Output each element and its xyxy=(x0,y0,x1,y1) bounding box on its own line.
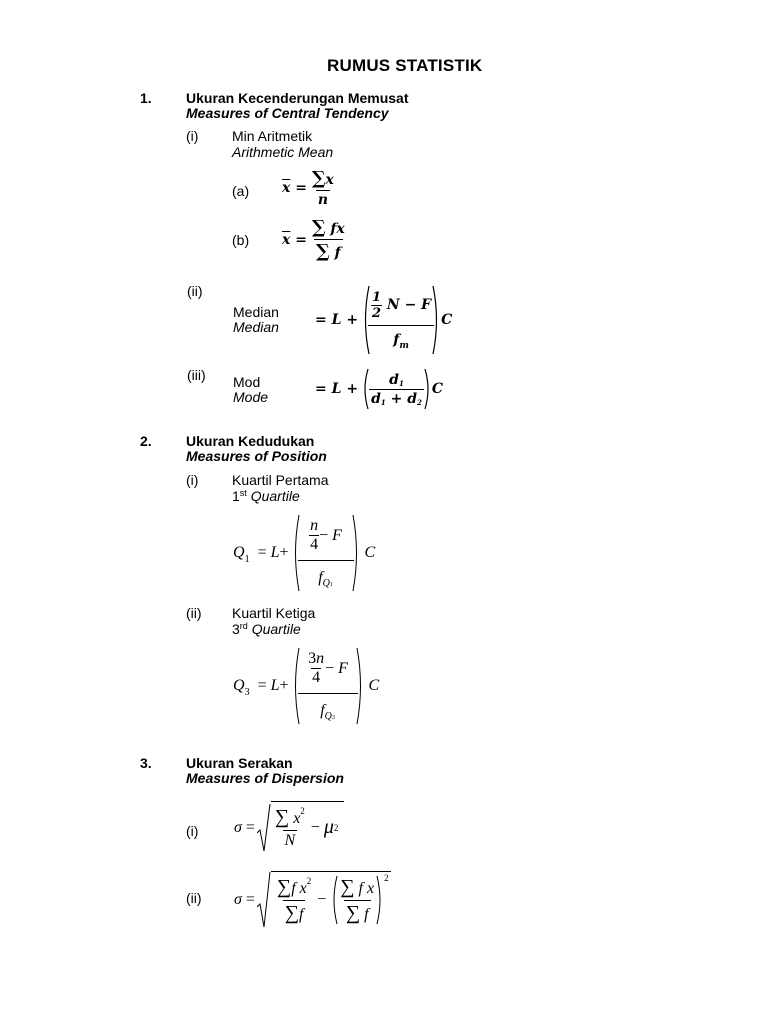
formula-third-quartile: Q 3 = L + $\frac{3n}{4}$ − F $f_{Q3}$ C xyxy=(233,650,380,722)
item-marker: (ii) xyxy=(186,890,202,906)
section-3-number: 3. xyxy=(140,755,152,771)
section-2-heading: Ukuran Kedudukan xyxy=(186,433,315,449)
item-marker: (ii) xyxy=(186,605,202,621)
formula-arithmetic-mean-ungrouped: $\overline{x}$ = $\frac{\sum x}{n}$ xyxy=(282,168,334,208)
item-label: Mod xyxy=(233,374,261,390)
section-2-number: 2. xyxy=(140,433,152,449)
item-marker: (i) xyxy=(186,823,199,839)
part-marker: (b) xyxy=(232,232,250,248)
item-label-en: Arithmetic Mean xyxy=(232,144,334,160)
item-marker: (i) xyxy=(186,472,199,488)
formula-standard-deviation-ungrouped: σ = $\frac{\sum x^2}{N}$ − μ 2 xyxy=(234,802,344,854)
section-3-subheading: Measures of Dispersion xyxy=(186,770,344,786)
formula-median: = L + $\frac{1}{2}$ N − F $f_m$ C xyxy=(315,284,452,356)
item-label-en: 3rd Quartile xyxy=(232,621,301,637)
part-marker: (a) xyxy=(232,183,250,199)
section-1-number: 1. xyxy=(140,90,152,106)
formula-arithmetic-mean-grouped: $\overline{x}$ = $\frac{\sum fx}{\sum f}$ xyxy=(282,217,345,262)
item-marker: (iii) xyxy=(187,367,206,383)
section-2-subheading: Measures of Position xyxy=(186,448,327,464)
item-label-en: Median xyxy=(233,319,279,335)
formula-mode: = L + $\frac{d1}{d1 + d2}$ C xyxy=(315,367,443,411)
section-3-heading: Ukuran Serakan xyxy=(186,755,293,771)
section-1-subheading: Measures of Central Tendency xyxy=(186,105,389,121)
item-label-en: Mode xyxy=(233,389,269,405)
section-1-heading: Ukuran Kecenderungan Memusat xyxy=(186,90,409,106)
item-label: Kuartil Ketiga xyxy=(232,605,316,621)
page-title: RUMUS STATISTIK xyxy=(327,56,483,75)
item-label: Kuartil Pertama xyxy=(232,472,329,488)
item-label: Median xyxy=(233,304,279,320)
item-label: Min Aritmetik xyxy=(232,128,313,144)
formula-standard-deviation-grouped: σ = $\frac{\sum f x^2}{\sum f}$ − $\frac{\text{∑ f x}}{\sum f}$ 2 xyxy=(234,870,391,930)
item-marker: (i) xyxy=(186,128,199,144)
item-marker: (ii) xyxy=(187,283,203,299)
item-label-en: 1st Quartile xyxy=(232,488,300,504)
formula-first-quartile: Q 1 = L + $\frac{n}{4}$ − F $f_{Q1}$ C xyxy=(233,517,376,589)
